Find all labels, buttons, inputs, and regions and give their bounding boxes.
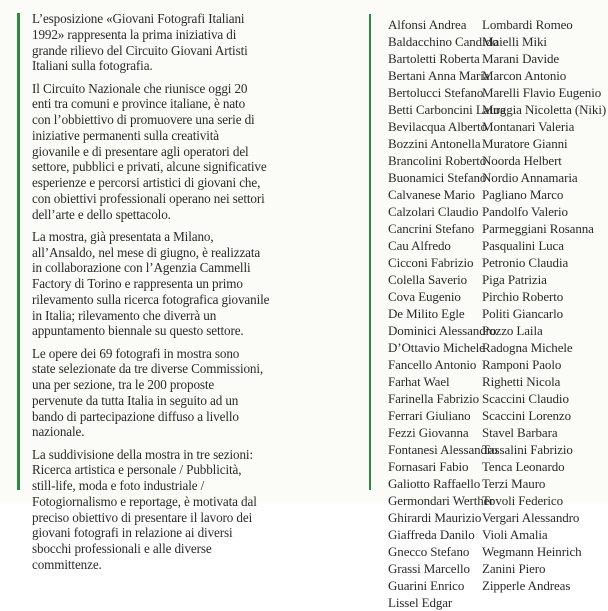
photographer-name: Petronio Claudia bbox=[482, 255, 569, 270]
photographer-name: Marcon Antonio bbox=[482, 68, 567, 83]
photographer-name: D’Ottavio Michele bbox=[388, 340, 485, 355]
photographer-name: Germondari Werther bbox=[388, 493, 494, 508]
photographer-name: Bozzini Antonella bbox=[388, 136, 481, 151]
photographer-name: Scaccini Claudio bbox=[482, 391, 569, 406]
photographer-name: Maielli Miki bbox=[482, 34, 547, 49]
photographer-name: Calzolari Claudio bbox=[388, 204, 479, 219]
photographer-name: Zanini Piero bbox=[482, 561, 546, 576]
photographer-name: Fancello Antonio bbox=[388, 357, 477, 372]
photographer-name: Lombardi Romeo bbox=[482, 17, 573, 32]
photographer-name: Tassalini Fabrizio bbox=[482, 442, 573, 457]
photographer-name: Buonamici Stefano bbox=[388, 170, 487, 185]
photographer-name: Vergari Alessandro bbox=[482, 510, 580, 525]
photographer-name: Noorda Helbert bbox=[482, 153, 562, 168]
photographer-name: Muratore Gianni bbox=[482, 136, 568, 151]
intro-paragraph-3: La mostra, già presentata a Milano, all’Ansaldo, nel mese di giugno, è realizzata in collaborazione con l’Agenzia Cammelli Factory di Torino e rappresenta un primo rilevamento sulla ricerca fotografica giovanile in Italia; rilevamento che diverrà un appuntamento biennale su questo settore. bbox=[32, 228, 270, 339]
photographer-name: Marani Davide bbox=[482, 51, 560, 66]
intro-text bbox=[32, 11, 352, 579]
photographer-name: Pirchio Roberto bbox=[482, 289, 564, 304]
photographer-name: Galiotto Raffaello bbox=[388, 476, 481, 491]
photographer-name: Pandolfo Valerio bbox=[482, 204, 568, 219]
photographer-name: Radogna Michele bbox=[482, 340, 573, 355]
photographer-name: Grassi Marcello bbox=[388, 561, 470, 576]
photographer-name: Bartoletti Roberta bbox=[388, 51, 480, 66]
photographer-name: Ferrari Giuliano bbox=[388, 408, 471, 423]
photographer-name: Fezzi Giovanna bbox=[388, 425, 469, 440]
photographer-name: Bertani Anna Maria bbox=[388, 68, 490, 83]
photographer-list-column-2 bbox=[482, 16, 607, 594]
photographer-name: Giaffreda Danilo bbox=[388, 527, 475, 542]
photographer-name: Terzi Mauro bbox=[482, 476, 546, 491]
intro-paragraph-5: La suddivisione della mostra in tre sezioni: Ricerca artistica e personale / Pubblicità, still-life, moda e foto industriale / Fotogiornalismo e reportage, è motivata dal preciso obiettivo di presentare il lavoro dei giovani fotografi in relazione ai diversi sbocchi professionali e alle diverse committenze. bbox=[32, 446, 257, 572]
photographer-name: Cancrini Stefano bbox=[388, 221, 475, 236]
intro-paragraph-2: Il Circuito Nazionale che riunisce oggi 20 enti tra comuni e province italiane, è nato con l’obbiettivo di promuovere una serie di iniziative permanenti sulla creatività giovanile e di presentare agli operatori del settore, pubblici e privati, alcune significative esperienze e percorsi artistici di giovani che, con obiettivi professionali operano nei settori dell’arte e dello spettacolo. bbox=[32, 80, 267, 222]
photographer-name: Tovoli Federico bbox=[482, 493, 563, 508]
photographer-name: Moggia Nicoletta (Niki) bbox=[482, 102, 607, 117]
left-green-rule bbox=[17, 13, 20, 490]
photographer-name: Calvanese Mario bbox=[388, 187, 475, 202]
photographer-name: Scaccini Lorenzo bbox=[482, 408, 571, 423]
photographer-name: Farinella Fabrizio bbox=[388, 391, 479, 406]
center-green-rule bbox=[369, 14, 371, 490]
photographer-name: Nordio Annamaria bbox=[482, 170, 578, 185]
photographer-name: Fornasari Fabio bbox=[388, 459, 469, 474]
photographer-name: De Milito Egle bbox=[388, 306, 465, 321]
photographer-name: Parmeggiani Rosanna bbox=[482, 221, 594, 236]
photographer-name: Baldacchino Candido bbox=[388, 34, 499, 49]
photographer-name: Pozzo Laila bbox=[482, 323, 543, 338]
photographer-name: Lissel Edgar bbox=[388, 595, 453, 610]
photographer-name: Cicconi Fabrizio bbox=[388, 255, 474, 270]
photographer-name: Pagliano Marco bbox=[482, 187, 564, 202]
photographer-name: Guarini Enrico bbox=[388, 578, 465, 593]
photographer-name: Stavel Barbara bbox=[482, 425, 558, 440]
photographer-name: Dominici Alessandro bbox=[388, 323, 497, 338]
photographer-name: Betti Carboncini Laura bbox=[388, 102, 506, 117]
photographer-name: Bertolucci Stefano bbox=[388, 85, 484, 100]
photographer-name: Marelli Flavio Eugenio bbox=[482, 85, 602, 100]
photographer-name: Cau Alfredo bbox=[388, 238, 451, 253]
photographer-name: Brancolini Roberto bbox=[388, 153, 487, 168]
photographer-name: Cova Eugenio bbox=[388, 289, 461, 304]
photographer-name: Righetti Nicola bbox=[482, 374, 561, 389]
photographer-name: Gnecco Stefano bbox=[388, 544, 470, 559]
photographer-name: Montanari Valeria bbox=[482, 119, 575, 134]
photographer-name: Ghirardi Maurizio bbox=[388, 510, 482, 525]
intro-paragraph-1: L’esposizione «Giovani Fotografi Italiani 1992» rappresenta la prima iniziativa di grande rilievo del Circuito Giovani Artisti Italiani sulla fotografia. bbox=[32, 11, 248, 74]
photographer-name: Politi Giancarlo bbox=[482, 306, 564, 321]
intro-paragraph-4: Le opere dei 69 fotografi in mostra sono state selezionate da tre diverse Commissioni, una per sezione, tra le 200 proposte pervenute da tutta Italia in seguito ad un bando di partecipazione diffuso a livello nazionale. bbox=[32, 345, 264, 440]
photographer-name: Fontanesi Alessandro bbox=[388, 442, 498, 457]
photographer-name: Colella Saverio bbox=[388, 272, 468, 287]
photographer-name: Tenca Leonardo bbox=[482, 459, 565, 474]
photographer-name: Zipperle Andreas bbox=[482, 578, 571, 593]
photographer-name: Bevilacqua Alberto bbox=[388, 119, 487, 134]
photographer-name: Wegmann Heinrich bbox=[482, 544, 582, 559]
photographer-name: Pasqualini Luca bbox=[482, 238, 564, 253]
photographer-name: Piga Patrizia bbox=[482, 272, 547, 287]
photographer-name: Ramponi Paolo bbox=[482, 357, 562, 372]
photographer-name: Alfonsi Andrea bbox=[388, 17, 467, 32]
photographer-name: Violi Amalia bbox=[482, 527, 548, 542]
photographer-name: Farhat Wael bbox=[388, 374, 450, 389]
